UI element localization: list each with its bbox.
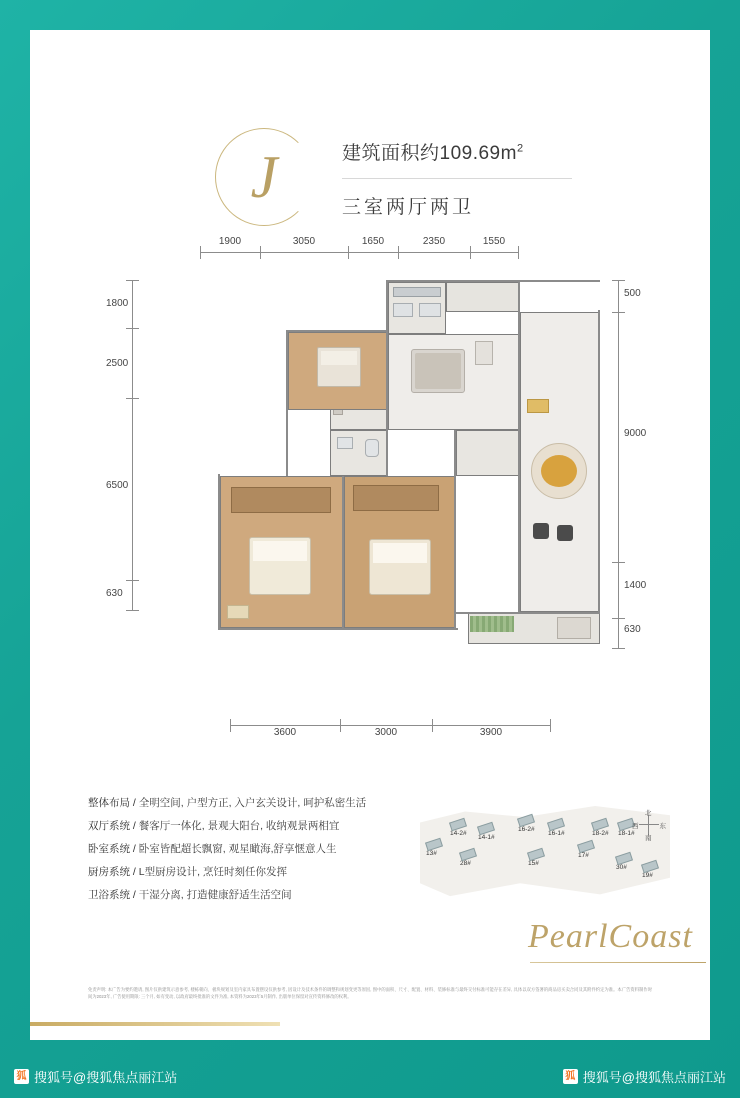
feature-value: 全明空间, 户型方正, 入户玄关设计, 呵护私密生活 [138, 797, 367, 809]
building-marker: 28# [460, 850, 476, 867]
room-bedroom-north [288, 332, 388, 410]
room-kitchen [388, 282, 446, 334]
wall-balcony-edge [456, 612, 600, 614]
feature-key: 整体布局 / [88, 797, 136, 809]
wall-corridor [454, 430, 456, 630]
wall-top-left [286, 330, 388, 332]
wall-bedroom-divider [342, 476, 344, 630]
area-label: 建筑面积约$109.69m^2$ [342, 138, 572, 179]
room-dining [388, 334, 520, 430]
watermark-left-text: 搜狐号@搜狐焦点丽江站 [34, 1070, 178, 1085]
feature-row [88, 815, 388, 838]
dim-right-2: 1400 [624, 580, 647, 591]
dimension-chain-left [108, 280, 142, 700]
dim-right-0: 500 [624, 288, 641, 299]
gold-accent-bar [30, 1022, 280, 1026]
building-marker: 13# [426, 840, 442, 857]
dim-bottom-1: 3000 [374, 727, 398, 738]
dim-left-3: 630 [106, 588, 123, 599]
dim-top-0: 1900 [218, 236, 242, 247]
header [30, 70, 710, 218]
dim-top-3: 2350 [422, 236, 446, 247]
floorplan-drawing [180, 280, 600, 700]
compass-icon: 北 南 西 东 [632, 810, 666, 842]
watermark-right-text: 搜狐号@搜狐焦点丽江站 [582, 1070, 726, 1085]
wall-top [386, 280, 600, 282]
wall-left [218, 474, 220, 630]
building-marker: 16-1# [548, 820, 565, 837]
building-marker: 15# [528, 850, 544, 867]
building-marker: 17# [578, 842, 594, 859]
header-texts [342, 138, 572, 219]
feature-key: 双厅系统 / [88, 820, 136, 832]
floorplan-sheet [30, 30, 710, 1040]
feature-key: 厨房系统 / [88, 866, 136, 878]
building-marker: 14-1# [478, 824, 495, 841]
wall-inner-mid [386, 280, 388, 476]
room-second-bedroom [344, 476, 456, 628]
feature-row [88, 792, 388, 815]
plan-area [30, 210, 710, 738]
watermark-left [14, 1067, 177, 1086]
room-bathroom-2 [456, 430, 520, 476]
feature-key: 卧室系统 / [88, 843, 136, 855]
feature-row [88, 838, 388, 861]
wall-bottom [218, 628, 458, 630]
feature-row [88, 884, 388, 907]
dimension-chain-right [608, 280, 648, 700]
dimension-chain-top [180, 238, 570, 260]
dimension-chain-bottom [180, 715, 570, 741]
room-living [520, 312, 600, 612]
dim-top-2: 1650 [361, 236, 385, 247]
building-marker: 18-2# [592, 820, 609, 837]
room-bathroom-1 [330, 430, 388, 476]
dim-left-1: 2500 [106, 358, 129, 369]
dim-right-1: 9000 [624, 428, 647, 439]
feature-row [88, 861, 388, 884]
room-master-bedroom [220, 476, 344, 628]
feature-value: 餐客厅一体化, 景观大阳台, 收纳观景两相宜 [138, 820, 340, 832]
building-marker: 14-2# [450, 820, 467, 837]
building-marker: 18-1# [618, 820, 635, 837]
feature-value: 卧室皆配超长飘窗, 观星瞰海,舒享惬意人生 [138, 843, 337, 855]
dim-bottom-2: 3900 [479, 727, 503, 738]
dim-left-2: 6500 [106, 480, 129, 491]
watermark-right [563, 1067, 726, 1086]
building-marker: 30# [616, 854, 632, 871]
disclaimer-text: 免责声明: 本广告为要约邀请, 图片仅供建筑示意参考, 楼栋朝向、板块规划及室内家具布置摆设仅供参考, 因设计及技术条件的调整和规划变更等原因, 图中的面积、尺寸、配置、材料、装修标准与最终交付标准可能存在差异, 具体以双方签署的商品房买卖合同及其附件约定为准。本广告资料制作时间为2023年, 广告使用期限: 三个月, 如有变动, 以政府最终批准的文件为准, 本资料为2023年5月制作, 出版单位保留对宣传资料修改的权利。 [88, 987, 652, 999]
wall-inner-left [286, 330, 288, 476]
logo-letter: J [250, 143, 278, 210]
brand-underline [530, 962, 706, 963]
dim-bottom-0: 3600 [273, 727, 297, 738]
feature-value: 干湿分离, 打造健康舒适生活空间 [138, 889, 292, 901]
building-marker: 19# [642, 862, 658, 879]
building-marker: 16-2# [518, 816, 535, 833]
feature-key: 卫浴系统 / [88, 889, 136, 901]
wall-right [598, 310, 600, 614]
brand-logo: PearlCoast [528, 918, 693, 955]
room-count-label: 三室两厅两卫 [342, 197, 475, 218]
dim-top-1: 3050 [292, 236, 316, 247]
dim-top-4: 1550 [482, 236, 506, 247]
room-service-balcony [446, 282, 520, 312]
site-map [420, 798, 670, 908]
wall-inner-right [518, 280, 520, 614]
feature-value: L型厨房设计, 烹饪时刻任你发挥 [138, 866, 287, 878]
feature-list [88, 792, 388, 907]
sohu-badge-icon: 狐 [14, 1069, 29, 1084]
dim-right-3: 630 [624, 624, 641, 635]
balcony-plants-icon [470, 616, 514, 632]
dim-left-0: 1800 [106, 298, 129, 309]
sohu-badge-icon: 狐 [563, 1069, 578, 1084]
